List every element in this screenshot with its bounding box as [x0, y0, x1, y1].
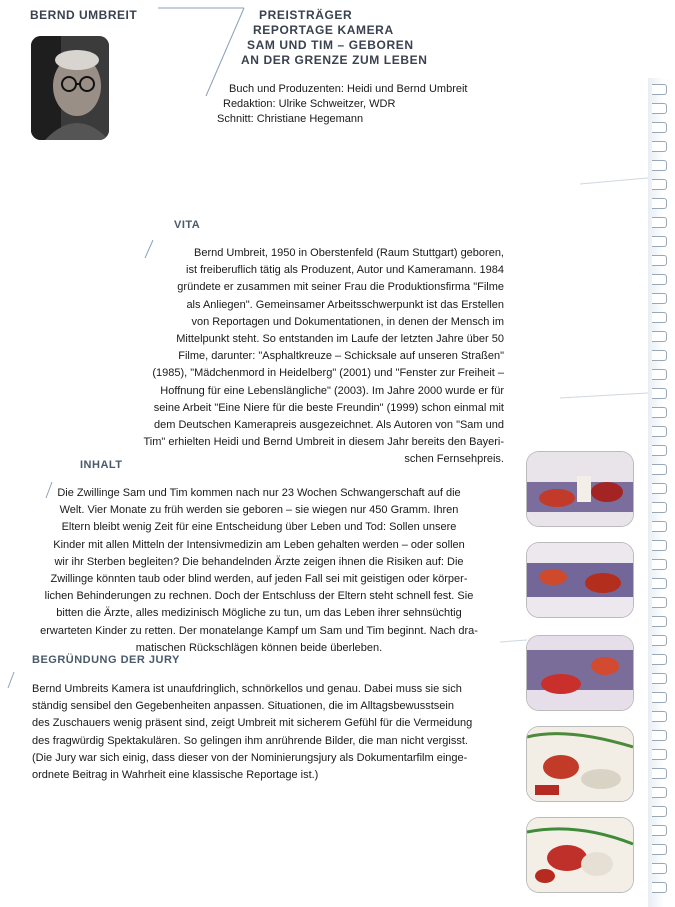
- vita-line: Mittelpunkt steht. So entstanden im Laufe der letzten Jahre über 50: [176, 333, 504, 346]
- rail-tab: [652, 236, 667, 247]
- rail-tab: [652, 274, 667, 285]
- rail-tab: [652, 578, 667, 589]
- rail-tab: [652, 882, 667, 893]
- film-still-icon: [527, 818, 633, 892]
- rail-tab: [652, 426, 667, 437]
- rail-tab: [652, 844, 667, 855]
- jury-line: des Zuschauers wenig präsent sind, zeigt Umbreit mit sicherem Gefühl für die Vermeidung: [32, 717, 473, 730]
- vita-line: schen Fernsehpreis.: [404, 453, 504, 466]
- rail-tab: [652, 84, 667, 95]
- rail-tab: [652, 217, 667, 228]
- rail-tab: [652, 312, 667, 323]
- rail-tab: [652, 540, 667, 551]
- jury-heading: BEGRÜNDUNG DER JURY: [32, 654, 180, 666]
- rail-tab: [652, 122, 667, 133]
- title-line: PREISTRÄGER: [259, 8, 353, 22]
- credit-line: Buch und Produzenten: Heidi und Bernd Umbreit: [229, 83, 468, 95]
- rail-tab: [652, 521, 667, 532]
- rail-tab: [652, 616, 667, 627]
- credit-line: Redaktion: Ulrike Schweitzer, WDR: [223, 98, 396, 110]
- jury-line: des fragwürdig Spektakulären. So gelingen ihm anrührende Bilder, die man nicht vergisst.: [32, 734, 468, 747]
- film-still-3: [527, 636, 633, 710]
- rail-tab: [652, 768, 667, 779]
- rail-tab: [652, 635, 667, 646]
- title-line: SAM UND TIM – GEBOREN: [247, 38, 414, 52]
- vita-line: ist freiberuflich tätig als Produzent, Autor und Kameramann. 1984: [186, 264, 504, 277]
- film-still-icon: [527, 636, 633, 710]
- vita-line: als Anliegen". Gemeinsamer Arbeitsschwerpunkt ist das Erstellen: [186, 298, 504, 311]
- rail-tab: [652, 198, 667, 209]
- inhalt-line: lichen Behinderungen zu rechnen. Doch der Entschluss der Eltern steht schnell fest. Sie: [44, 590, 474, 603]
- film-still-icon: [527, 543, 633, 617]
- rail-tab: [652, 388, 667, 399]
- film-still-5: [527, 818, 633, 892]
- rail-tab: [652, 863, 667, 874]
- inhalt-line: Welt. Vier Monate zu früh werden sie geboren – sie wiegen nur 450 Gramm. Ihren: [59, 504, 459, 517]
- rail-tab: [652, 160, 667, 171]
- rail-tab: [652, 255, 667, 266]
- vita-line: (1985), "Mädchenmord in Heidelberg" (2001) und "Fenster zur Freiheit –: [152, 367, 504, 380]
- rail-tab: [652, 749, 667, 760]
- rail-tab: [652, 179, 667, 190]
- jury-line: (Die Jury war sich einig, dass dieser von der Nominierungsjury als Dokumentarfilm einge-: [32, 751, 468, 764]
- rail-tab: [652, 407, 667, 418]
- portrait-photo-icon: [31, 36, 109, 140]
- jury-line: Bernd Umbreits Kamera ist unaufdringlich, schnörkellos und genau. Dabei muss sie sich: [32, 683, 462, 695]
- rail-tab: [652, 559, 667, 570]
- inhalt-text: [14, 485, 504, 657]
- inhalt-line: erwarteten Kinder zu retten. Der monatelange Kampf um Sam und Tim beginnt. Nach dra-: [40, 624, 478, 637]
- rail-tab: [652, 597, 667, 608]
- vita-line: seine Arbeit "Eine Niere für die beste Freundin" (1999) schon einmal mit: [153, 401, 504, 414]
- rail-tab: [652, 711, 667, 722]
- film-still-2: [527, 543, 633, 617]
- vita-line: dem Deutschen Kamerapreis ausgezeichnet. Als Autoren von "Sam und: [154, 419, 504, 432]
- rail-tab: [652, 654, 667, 665]
- rail-tab: [652, 141, 667, 152]
- rail-tab: [652, 331, 667, 342]
- rail-tab: [652, 350, 667, 361]
- rail-tab: [652, 369, 667, 380]
- film-still-1: [527, 452, 633, 526]
- inhalt-line: Eltern bleibt wenig Zeit für eine Entscheidung über Leben und Tod: Sollen unsere: [61, 521, 457, 534]
- rail-tab: [652, 483, 667, 494]
- author-portrait: [31, 36, 109, 140]
- rail-tab: [652, 673, 667, 684]
- inhalt-line: Kinder mit allen Mitteln der Intensivmedizin am Leben gehalten werden – oder sollen: [53, 538, 465, 551]
- rail-tab: [652, 103, 667, 114]
- rail-tab: [652, 445, 667, 456]
- vita-line: gründete er zusammen mit seiner Frau die Produktionsfirma "Filme: [177, 281, 504, 294]
- inhalt-line: matischen Rückschlägen können beide überleben.: [135, 641, 383, 654]
- film-still-icon: [527, 452, 633, 526]
- inhalt-heading: INHALT: [80, 459, 123, 471]
- title-line: REPORTAGE KAMERA: [253, 23, 394, 37]
- rail-tab: [652, 825, 667, 836]
- inhalt-line: Die Zwillinge Sam und Tim kommen nach nur 23 Wochen Schwangerschaft auf die: [57, 487, 461, 499]
- author-name: BERND UMBREIT: [30, 8, 138, 22]
- jury-text: [32, 681, 510, 784]
- vita-line: von Reportagen und Dokumentationen, in denen der Mensch im: [191, 315, 504, 328]
- vita-line: Tim" erhielten Heidi und Bernd Umbreit in diesem Jahr bereits den Bayeri-: [143, 436, 504, 449]
- inhalt-line: wir ihr Sterben begleiten? Die behandelnden Ärzte zeigen ihnen die Risiken auf: Die: [54, 555, 464, 568]
- rail-tab: [652, 806, 667, 817]
- rail-tab: [652, 787, 667, 798]
- vita-heading: VITA: [174, 219, 201, 231]
- jury-line: ordnete Beitrag in Wahrheit eine klassische Reportage ist.): [32, 769, 319, 782]
- title-line: AN DER GRENZE ZUM LEBEN: [241, 53, 428, 67]
- vita-line: Bernd Umbreit, 1950 in Oberstenfeld (Raum Stuttgart) geboren,: [194, 247, 504, 259]
- rail-tab: [652, 464, 667, 475]
- inhalt-line: bitten die Ärzte, alles medizinisch Mögliche zu tun, um das Leben ihrer sehnsüchtig: [56, 607, 462, 620]
- film-still-4: [527, 727, 633, 801]
- credit-line: Schnitt: Christiane Hegemann: [217, 113, 364, 125]
- vita-line: Hoffnung für eine Lebenslängliche" (2003). Im Jahre 2000 wurde er für: [160, 384, 504, 397]
- rail-tab: [652, 692, 667, 703]
- inhalt-line: Zwillinge könnten taub oder blind werden, auf jeden Fall sei mit geistigen oder körper-: [50, 573, 468, 586]
- vita-text: [110, 245, 504, 469]
- film-still-icon: [527, 727, 633, 801]
- jury-line: ständig sensibel den Gegebenheiten anpassen. Situationen, die im Alltagsbewusstsein: [32, 700, 454, 713]
- vita-line: Filme, darunter: "Asphaltkreuze – Schicksale auf unseren Straßen": [178, 350, 504, 363]
- rail-tab: [652, 502, 667, 513]
- rail-tab: [652, 293, 667, 304]
- rail-tab: [652, 730, 667, 741]
